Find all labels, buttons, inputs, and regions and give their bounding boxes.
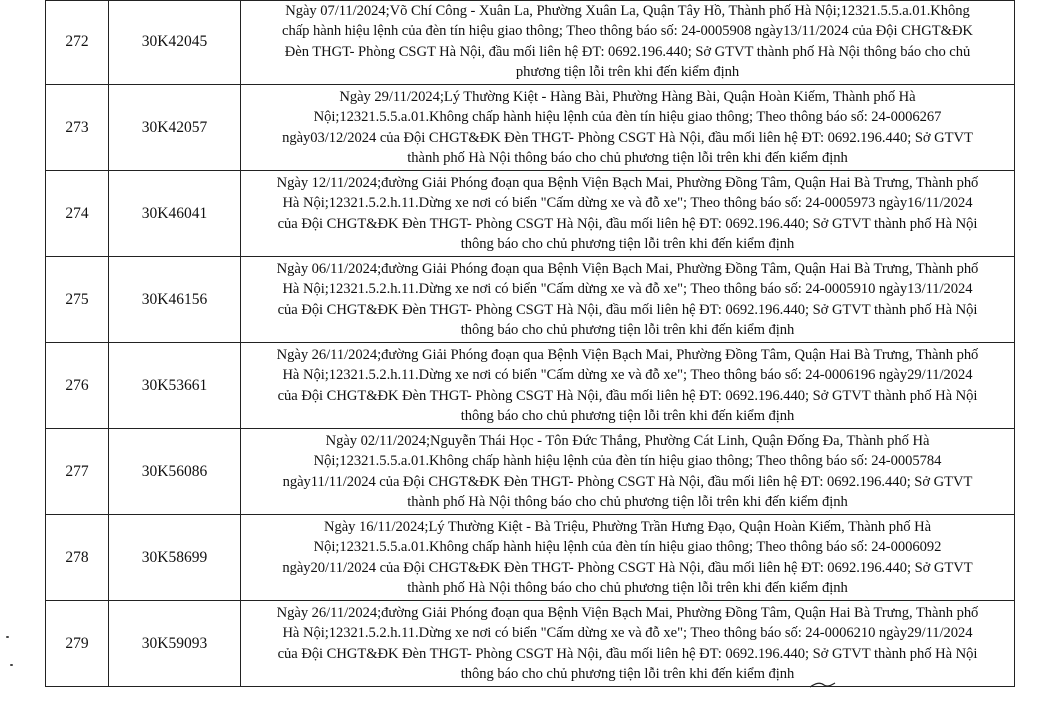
description-line: của Đội CHGT&ĐK Đèn THGT- Phòng CSGT Hà Nội, đầu mối liên hệ ĐT: 0692.196.440; Sở GTVT thành phố Hà Nội bbox=[277, 215, 978, 232]
license-plate: 30K59093 bbox=[109, 601, 241, 687]
violations-table-body bbox=[46, 0, 1015, 687]
row-index: 276 bbox=[46, 343, 109, 429]
violation-description bbox=[241, 515, 1015, 601]
description-line: Ngày 07/11/2024;Võ Chí Công - Xuân La, Phường Xuân La, Quận Tây Hồ, Thành phố Hà Nội;12321.5.5.a.01.Không bbox=[285, 2, 970, 19]
pen-stroke-mark bbox=[808, 678, 838, 692]
description-line: ngày20/11/2024 của Đội CHGT&ĐK Đèn THGT- Phòng CSGT Hà Nội, đầu mối liên hệ ĐT: 0692.196.440; Sở GTVT bbox=[282, 559, 973, 576]
description-line: Ngày 06/11/2024;đường Giải Phóng đoạn qua Bệnh Viện Bạch Mai, Phường Đồng Tâm, Quận Hai Bà Trưng, Thành phố bbox=[276, 260, 979, 277]
violation-description bbox=[241, 429, 1015, 515]
description-line: Nội;12321.5.5.a.01.Không chấp hành hiệu lệnh của đèn tín hiệu giao thông; Theo thông báo số: 24-0006092 bbox=[313, 539, 942, 555]
description-line: Đèn THGT- Phòng CSGT Hà Nội, đầu mối liên hệ ĐT: 0692.196.440; Sở GTVT thành phố Hà Nội thông báo cho chủ bbox=[284, 43, 971, 60]
violation-description bbox=[241, 343, 1015, 429]
table-row bbox=[46, 257, 1015, 343]
description-line: của Đội CHGT&ĐK Đèn THGT- Phòng CSGT Hà Nội, đầu mối liên hệ ĐT: 0692.196.440; Sở GTVT thành phố Hà Nội bbox=[277, 387, 978, 404]
table-row bbox=[46, 85, 1015, 171]
description-line: Hà Nội;12321.5.2.h.11.Dừng xe nơi có biển "Cấm dừng xe và đỗ xe"; Theo thông báo số: 24-0005910 ngày13/11/2024 bbox=[282, 281, 973, 297]
table-row bbox=[46, 171, 1015, 257]
row-index: 275 bbox=[46, 257, 109, 343]
description-line: chấp hành hiệu lệnh của đèn tín hiệu giao thông; Theo thông báo số: 24-0005908 ngày13/11/2024 của Đội CHGT&ĐK bbox=[282, 23, 973, 39]
scan-speck bbox=[6, 636, 9, 638]
description-line: thông báo cho chủ phương tiện lỗi trên khi đến kiểm định bbox=[460, 666, 795, 682]
row-index: 279 bbox=[46, 601, 109, 687]
violations-table bbox=[45, 0, 1015, 687]
description-line: thông báo cho chủ phương tiện lỗi trên khi đến kiểm định bbox=[460, 408, 795, 424]
description-line: Ngày 29/11/2024;Lý Thường Kiệt - Hàng Bài, Phường Hàng Bài, Quận Hoàn Kiếm, Thành phố Hà bbox=[339, 88, 916, 105]
license-plate: 30K42057 bbox=[109, 85, 241, 171]
violation-description bbox=[241, 601, 1015, 687]
description-line: Ngày 26/11/2024;đường Giải Phóng đoạn qua Bệnh Viện Bạch Mai, Phường Đồng Tâm, Quận Hai Bà Trưng, Thành phố bbox=[276, 346, 979, 363]
description-line: phương tiện lỗi trên khi đến kiểm định bbox=[515, 64, 740, 80]
description-line: thành phố Hà Nội thông báo cho chủ phương tiện lỗi trên khi đến kiểm định bbox=[407, 150, 848, 166]
description-line: Ngày 02/11/2024;Nguyễn Thái Học - Tôn Đức Thắng, Phường Cát Linh, Quận Đống Đa, Thành phố Hà bbox=[325, 432, 930, 449]
description-line: thành phố Hà Nội thông báo cho chủ phương tiện lỗi trên khi đến kiểm định bbox=[407, 580, 848, 596]
description-line: Ngày 12/11/2024;đường Giải Phóng đoạn qua Bệnh Viện Bạch Mai, Phường Đồng Tâm, Quận Hai Bà Trưng, Thành phố bbox=[276, 174, 979, 191]
description-line: ngày03/12/2024 của Đội CHGT&ĐK Đèn THGT- Phòng CSGT Hà Nội, đầu mối liên hệ ĐT: 0692.196.440; Sở GTVT bbox=[282, 129, 973, 146]
description-line: ngày11/11/2024 của Đội CHGT&ĐK Đèn THGT- Phòng CSGT Hà Nội, đầu mối liên hệ ĐT: 0692.196.440; Sở GTVT bbox=[282, 473, 973, 490]
table-row bbox=[46, 601, 1015, 687]
violation-description bbox=[241, 85, 1015, 171]
row-index: 272 bbox=[46, 0, 109, 85]
violation-description bbox=[241, 171, 1015, 257]
scan-speck bbox=[10, 664, 13, 666]
violation-description bbox=[241, 257, 1015, 343]
license-plate: 30K46041 bbox=[109, 171, 241, 257]
description-line: Nội;12321.5.5.a.01.Không chấp hành hiệu lệnh của đèn tín hiệu giao thông; Theo thông báo số: 24-0005784 bbox=[313, 453, 942, 469]
row-index: 277 bbox=[46, 429, 109, 515]
violation-description bbox=[241, 0, 1015, 85]
description-line: của Đội CHGT&ĐK Đèn THGT- Phòng CSGT Hà Nội, đầu mối liên hệ ĐT: 0692.196.440; Sở GTVT thành phố Hà Nội bbox=[277, 645, 978, 662]
license-plate: 30K46156 bbox=[109, 257, 241, 343]
row-index: 274 bbox=[46, 171, 109, 257]
description-line: Nội;12321.5.5.a.01.Không chấp hành hiệu lệnh của đèn tín hiệu giao thông; Theo thông báo số: 24-0006267 bbox=[313, 109, 942, 125]
license-plate: 30K42045 bbox=[109, 0, 241, 85]
pen-stroke-path bbox=[810, 683, 835, 687]
row-index: 273 bbox=[46, 85, 109, 171]
description-line: Hà Nội;12321.5.2.h.11.Dừng xe nơi có biển "Cấm dừng xe và đỗ xe"; Theo thông báo số: 24-0006210 ngày29/11/2024 bbox=[282, 625, 973, 641]
table-row bbox=[46, 0, 1015, 85]
description-line: thông báo cho chủ phương tiện lỗi trên khi đến kiểm định bbox=[460, 322, 795, 338]
description-line: thành phố Hà Nội thông báo cho chủ phương tiện lỗi trên khi đến kiểm định bbox=[407, 494, 848, 510]
description-line: Ngày 16/11/2024;Lý Thường Kiệt - Bà Triệu, Phường Trần Hưng Đạo, Quận Hoàn Kiếm, Thành phố Hà bbox=[323, 518, 931, 535]
row-index: 278 bbox=[46, 515, 109, 601]
description-line: Hà Nội;12321.5.2.h.11.Dừng xe nơi có biển "Cấm dừng xe và đỗ xe"; Theo thông báo số: 24-0006196 ngày29/11/2024 bbox=[282, 367, 973, 383]
description-line: Ngày 26/11/2024;đường Giải Phóng đoạn qua Bệnh Viện Bạch Mai, Phường Đồng Tâm, Quận Hai Bà Trưng, Thành phố bbox=[276, 604, 979, 621]
table-row bbox=[46, 515, 1015, 601]
description-line: Hà Nội;12321.5.2.h.11.Dừng xe nơi có biển "Cấm dừng xe và đỗ xe"; Theo thông báo số: 24-0005973 ngày16/11/2024 bbox=[282, 195, 973, 211]
license-plate: 30K56086 bbox=[109, 429, 241, 515]
license-plate: 30K53661 bbox=[109, 343, 241, 429]
table-row bbox=[46, 429, 1015, 515]
description-line: thông báo cho chủ phương tiện lỗi trên khi đến kiểm định bbox=[460, 236, 795, 252]
table-row bbox=[46, 343, 1015, 429]
description-line: của Đội CHGT&ĐK Đèn THGT- Phòng CSGT Hà Nội, đầu mối liên hệ ĐT: 0692.196.440; Sở GTVT thành phố Hà Nội bbox=[277, 301, 978, 318]
license-plate: 30K58699 bbox=[109, 515, 241, 601]
